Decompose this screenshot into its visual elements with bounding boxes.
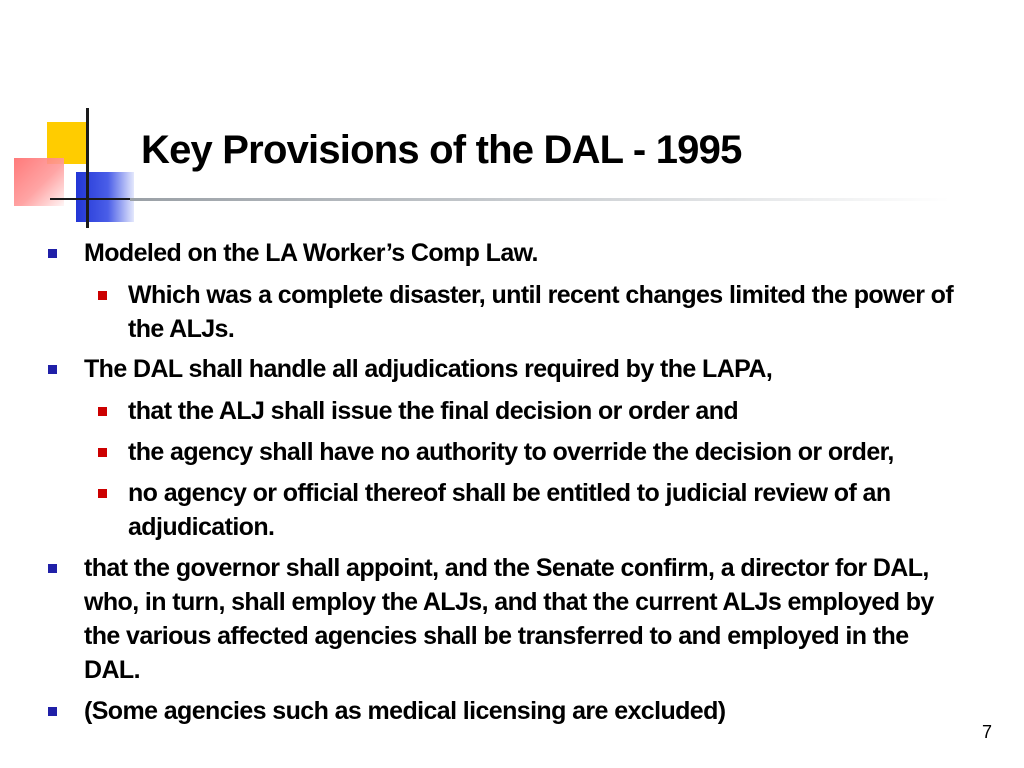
sub-bullet-item [128, 476, 968, 544]
bullet-text: The DAL shall handle all adjudications required by the LAPA, [84, 355, 773, 383]
title-underline [130, 198, 950, 201]
square-bullet-icon [98, 407, 107, 416]
bullet-text: no agency or official thereof shall be entitled to judicial review of an adjudication. [128, 479, 891, 541]
bullet-text: (Some agencies such as medical licensing are excluded) [84, 697, 726, 725]
sub-bullet-item [128, 278, 968, 346]
slide-title: Key Provisions of the DAL - 1995 [141, 128, 742, 172]
bullet-item [84, 236, 964, 270]
bullet-item [84, 352, 964, 386]
square-bullet-icon [48, 707, 57, 716]
bullet-text: Which was a complete disaster, until recent changes limited the power of the ALJs. [128, 281, 954, 343]
bullet-text: the agency shall have no authority to override the decision or order, [128, 438, 894, 466]
square-bullet-icon [48, 564, 57, 573]
bullet-item [84, 551, 964, 687]
square-bullet-icon [48, 249, 57, 258]
slide-logo-decoration [0, 100, 150, 230]
sub-bullet-item [128, 435, 968, 469]
bullet-text: that the governor shall appoint, and the Senate confirm, a director for DAL, who, in turn, shall employ the ALJs, and that the current ALJs employed by the various affected agencies shall be transferred to and employed in the DAL. [84, 554, 934, 684]
square-bullet-icon [98, 448, 107, 457]
bullet-text: that the ALJ shall issue the final decision or order and [128, 397, 739, 425]
sub-bullet-item [128, 394, 968, 428]
square-bullet-icon [98, 291, 107, 300]
square-bullet-icon [98, 489, 107, 498]
bullet-text: Modeled on the LA Worker’s Comp Law. [84, 239, 538, 267]
vertical-line-decoration [86, 108, 89, 228]
page-number: 7 [981, 722, 992, 742]
blue-square-decoration [76, 172, 134, 222]
bullet-item [84, 694, 964, 728]
square-bullet-icon [48, 365, 57, 374]
